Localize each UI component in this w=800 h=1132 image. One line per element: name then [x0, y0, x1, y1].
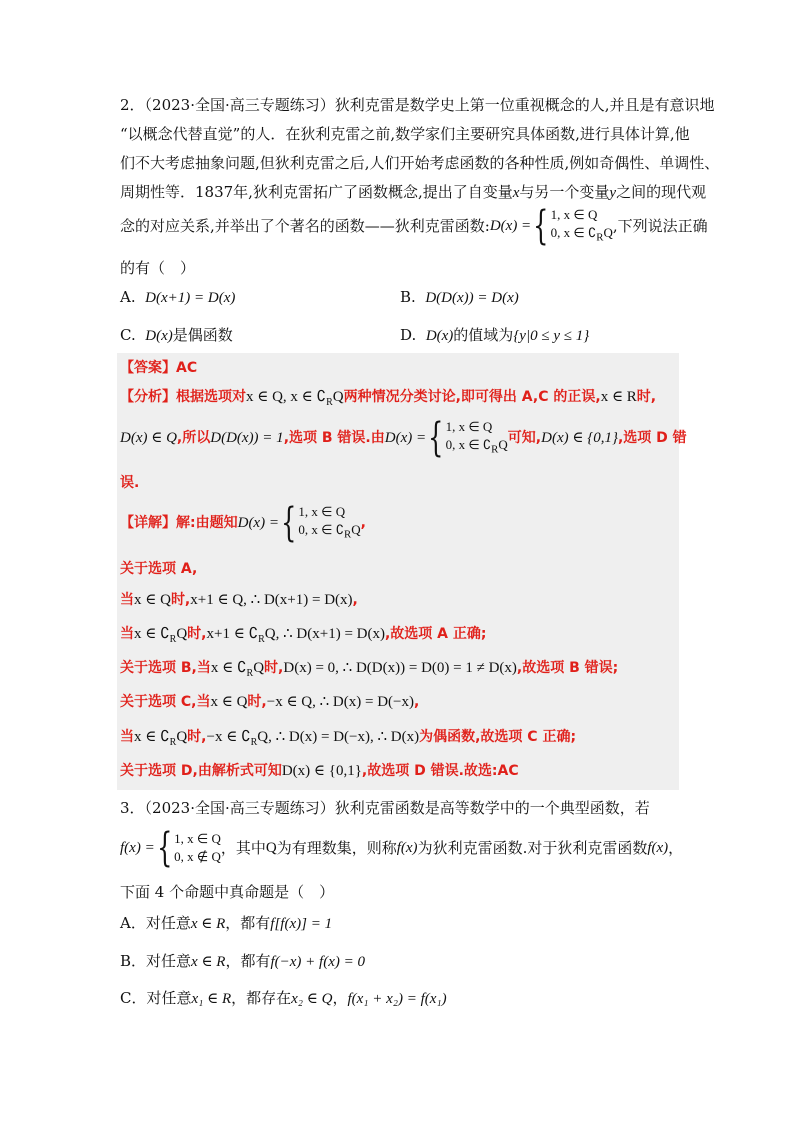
detail-line-2: 关于选项 A,: [120, 561, 198, 577]
q2-option-a[interactable]: A. D(x+1) = D(x): [120, 288, 236, 306]
dirichlet-formula-lhs: D(x) =: [489, 218, 532, 235]
q3-option-a[interactable]: A．对任意x ∈ R，都有f[f(x)] = 1: [120, 914, 333, 932]
q2-line-1: 2．（2023·全国·高三专题练习）狄利克雷是数学史上第一位重视概念的人,并且是有意识地: [120, 96, 715, 114]
dirichlet-cases: 1, x ∈ Q 0, x ∈ $∁_RQ$: [550, 207, 613, 244]
q3-line-2: f(x) = { 1, x ∈ Q 0, x ∉ Q ，其中 Q 为有理数集，则称 f(x) 为狄利克雷函数.对于狄利克雷函数 f(x) ，: [120, 825, 684, 871]
q2-line-6: 的有（ ）: [120, 259, 196, 277]
q2-option-d[interactable]: D. D(x)的值域为{y|0 ≤ y ≤ 1}: [400, 326, 590, 344]
detail-line-3: 当x ∈ Q时,x+1 ∈ Q, ∴ D(x+1) = D(x),: [120, 592, 358, 608]
analysis-line-3: 误.: [120, 475, 140, 491]
detail-line-5: 关于选项 B,当x ∈ $∁_RQ$时,D(x) = 0, ∴ D(D(x)) = D(0) = 1 ≠ D(x),故选项 B 错误;: [120, 660, 619, 679]
analysis-line-2: D(x) ∈ Q ,所以 D(D(x)) = 1 ,选项 B 错误.由 D(x) = { 1, x ∈ Q 0, x ∈ $∁_RQ$ 可知, D(x) ∈ {0,1} ,选项 D 错: [120, 415, 687, 462]
analysis-line-1: 【分析】根据选项对x ∈ Q, x ∈ $∁_RQ$两种情况分类讨论,即可得出 A,C 的正误,x ∈ R时,: [120, 389, 657, 408]
detail-line-1: 【详解】解:由题知 D(x) = { 1, x ∈ Q 0, x ∈ $∁_RQ$ ,: [120, 500, 366, 547]
detail-line-8: 关于选项 D,由解析式可知D(x) ∈ {0,1},故选项 D 错误.故选:AC: [120, 763, 519, 779]
q3-line-3: 下面 4 个命题中真命题是（ ）: [120, 883, 335, 901]
q2-option-c[interactable]: C. D(x)是偶函数: [120, 326, 233, 344]
q2-option-b[interactable]: B. D(D(x)) = D(x): [400, 288, 519, 306]
q3-line-1: 3．（2023·全国·高三专题练习）狄利克雷函数是高等数学中的一个典型函数，若: [120, 799, 650, 817]
detail-line-4: 当x ∈ $∁_RQ$时,x+1 ∈ $∁_RQ$, ∴ D(x+1) = D(x),故选项 A 正确;: [120, 626, 487, 645]
answer-label: 【答案】AC: [120, 360, 198, 376]
q2-line-5: 念的对应关系,并举出了个著名的函数——狄利克雷函数: D(x) = { 1, x ∈ Q 0, x ∈ $∁_RQ$ ,下列说法正确: [120, 203, 708, 250]
q2-line-4: 周期性等．1837年,狄利克雷拓广了函数概念,提出了自变量x与另一个变量y之间的现代观: [120, 183, 707, 201]
q3-option-c[interactable]: C．对任意x₁ ∈ R，都存在x₂ ∈ Q，f(x₁ + x₂) = f(x₁): [120, 989, 447, 1007]
q3-option-b[interactable]: B．对任意x ∈ R，都有f(−x) + f(x) = 0: [120, 952, 365, 970]
q2-line-3: 们不大考虑抽象问题,但狄利克雷之后,人们开始考虑函数的各种性质,例如奇偶性、单调性、: [120, 154, 720, 172]
detail-line-6: 关于选项 C,当x ∈ Q时,−x ∈ Q, ∴ D(x) = D(−x),: [120, 694, 420, 710]
detail-line-7: 当x ∈ $∁_RQ$时,−x ∈ $∁_RQ$, ∴ D(x) = D(−x), ∴ D(x)为偶函数,故选项 C 正确;: [120, 729, 577, 748]
q2-line-2: “以概念代替直觉”的人．在狄利克雷之前,数学家们主要研究具体函数,进行具体计算,他: [120, 125, 690, 143]
